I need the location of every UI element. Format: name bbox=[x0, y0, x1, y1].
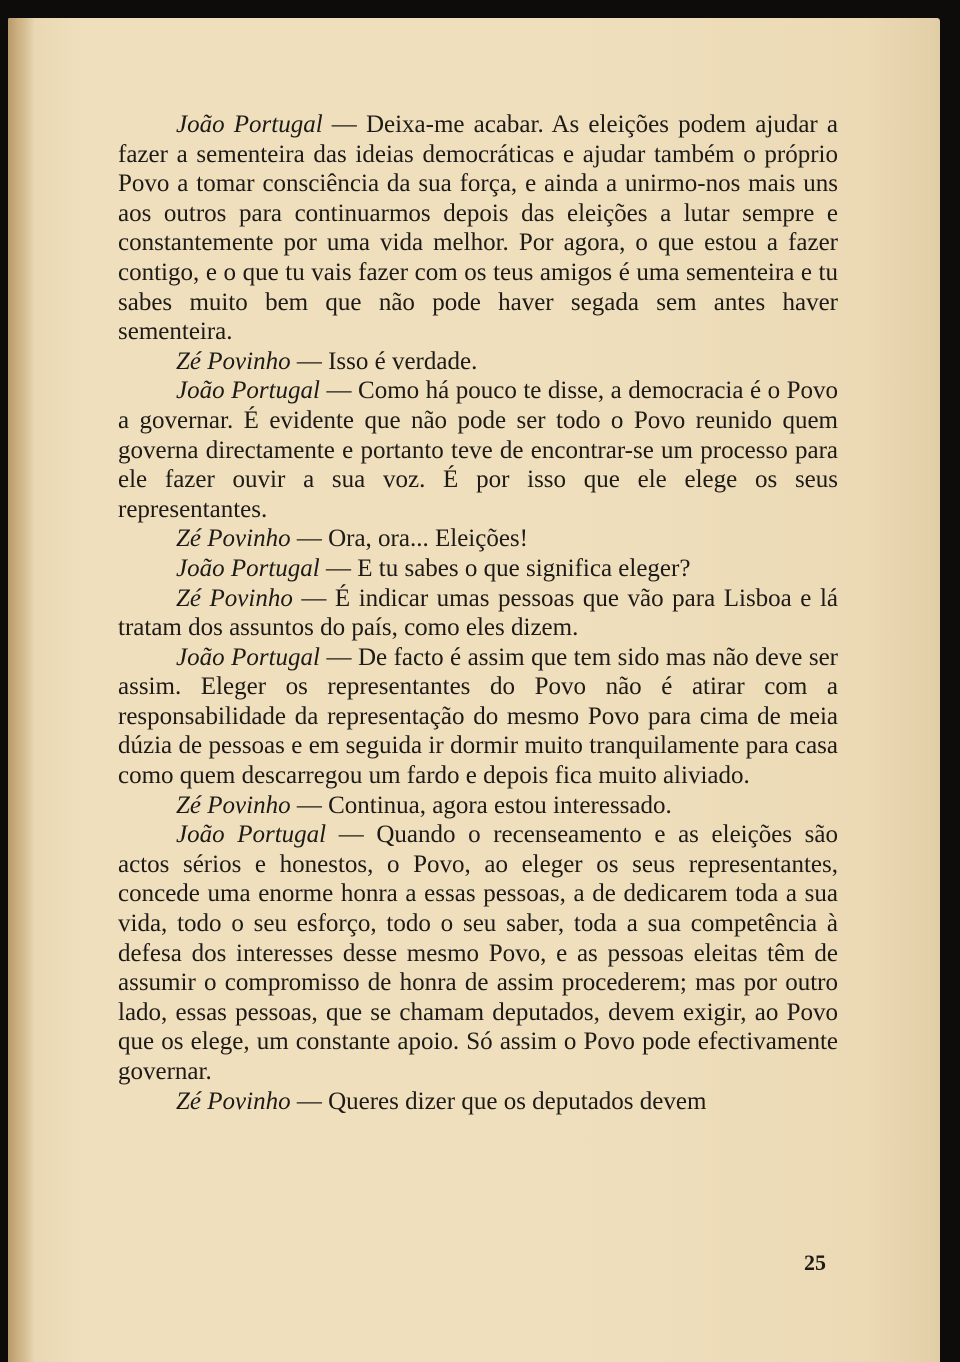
speaker-name: João Portugal bbox=[176, 643, 320, 671]
book-page bbox=[8, 18, 940, 1362]
speaker-name: João Portugal bbox=[176, 821, 327, 849]
speech-text: — É indicar umas pessoas que vão para Lisboa e lá tratam dos assuntos do país, como eles dizem. bbox=[118, 584, 838, 642]
speech-text: — Queres dizer que os deputados devem bbox=[290, 1087, 707, 1115]
dialogue-paragraph bbox=[118, 110, 838, 347]
page-number: 25 bbox=[804, 1250, 826, 1275]
speaker-name: Zé Povinho bbox=[176, 791, 291, 819]
dialogue-paragraph bbox=[118, 643, 838, 791]
dialogue-paragraph bbox=[118, 376, 838, 524]
page-text bbox=[118, 110, 838, 1116]
speech-text: — Quando o recenseamento e as eleições são actos sérios e honestos, o Povo, ao eleger os seus representantes, concede uma enorme honra a essas pessoas, a de dedicarem toda a sua vida, todo o seu esforço, todo o seu saber, toda a sua competência à defesa dos interesses desse mesmo Povo, e as pessoas eleitas têm de assumir o compromisso de honra de assim procederem; mas por outro lado, essas pessoas, que se chamam deputados, devem exigir, ao Povo que os elege, um constante apoio. Só assim o Povo pode efectivamente governar. bbox=[118, 821, 838, 1085]
speech-text: — Continua, agora estou interessado. bbox=[290, 791, 672, 819]
speech-text: — Ora, ora... Eleições! bbox=[290, 525, 528, 553]
speaker-name: Zé Povinho bbox=[176, 525, 291, 553]
dialogue-paragraph bbox=[118, 524, 838, 554]
speaker-name: João Portugal bbox=[176, 377, 320, 405]
dialogue-paragraph bbox=[118, 554, 838, 584]
speech-text: — De facto é assim que tem sido mas não deve ser assim. Eleger os representantes do Povo não é atirar com a responsabilidade da representação do mesmo Povo para cima de meia dúzia de pessoas e em seguida ir dormir muito tranquilamente para casa como quem descarregou um fardo e depois fica muito aliviado. bbox=[118, 643, 838, 790]
dialogue-paragraph bbox=[118, 1087, 838, 1117]
dialogue-paragraph bbox=[118, 791, 838, 821]
speaker-name: Zé Povinho bbox=[176, 347, 291, 375]
speaker-name: Zé Povinho bbox=[176, 1087, 291, 1115]
speech-text: — E tu sabes o que significa eleger? bbox=[319, 554, 691, 582]
speech-text: — Como há pouco te disse, a democracia é o Povo a governar. É evidente que não pode ser todo o Povo reunido quem governa directamente e portanto teve de encontrar-se um processo para ele fazer ouvir a sua voz. É por isso que ele elege os seus representantes. bbox=[118, 377, 838, 523]
dialogue-paragraph bbox=[118, 347, 838, 377]
dialogue-paragraph bbox=[118, 820, 838, 1086]
speaker-name: João Portugal bbox=[176, 554, 320, 582]
dialogue-paragraph bbox=[118, 584, 838, 643]
speaker-name: João Portugal bbox=[176, 111, 323, 138]
speaker-name: Zé Povinho bbox=[176, 584, 293, 612]
page-spine-shadow bbox=[8, 18, 34, 1362]
speech-text: — Isso é verdade. bbox=[290, 347, 478, 375]
speech-text: — Deixa-me acabar. As eleições podem ajudar a fazer a sementeira das ideias democráticas e ajudar também o próprio Povo a tomar consciência da sua força, e ainda a unirmo-nos mais uns aos outros para continuarmos depois das eleições a lutar sempre e constantemente por uma vida melhor. Por agora, o que estou a fazer contigo, e o que tu vais fazer com os teus amigos é uma sementeira e tu sabes muito bem que não pode haver segada sem antes haver sementeira. bbox=[118, 111, 838, 346]
